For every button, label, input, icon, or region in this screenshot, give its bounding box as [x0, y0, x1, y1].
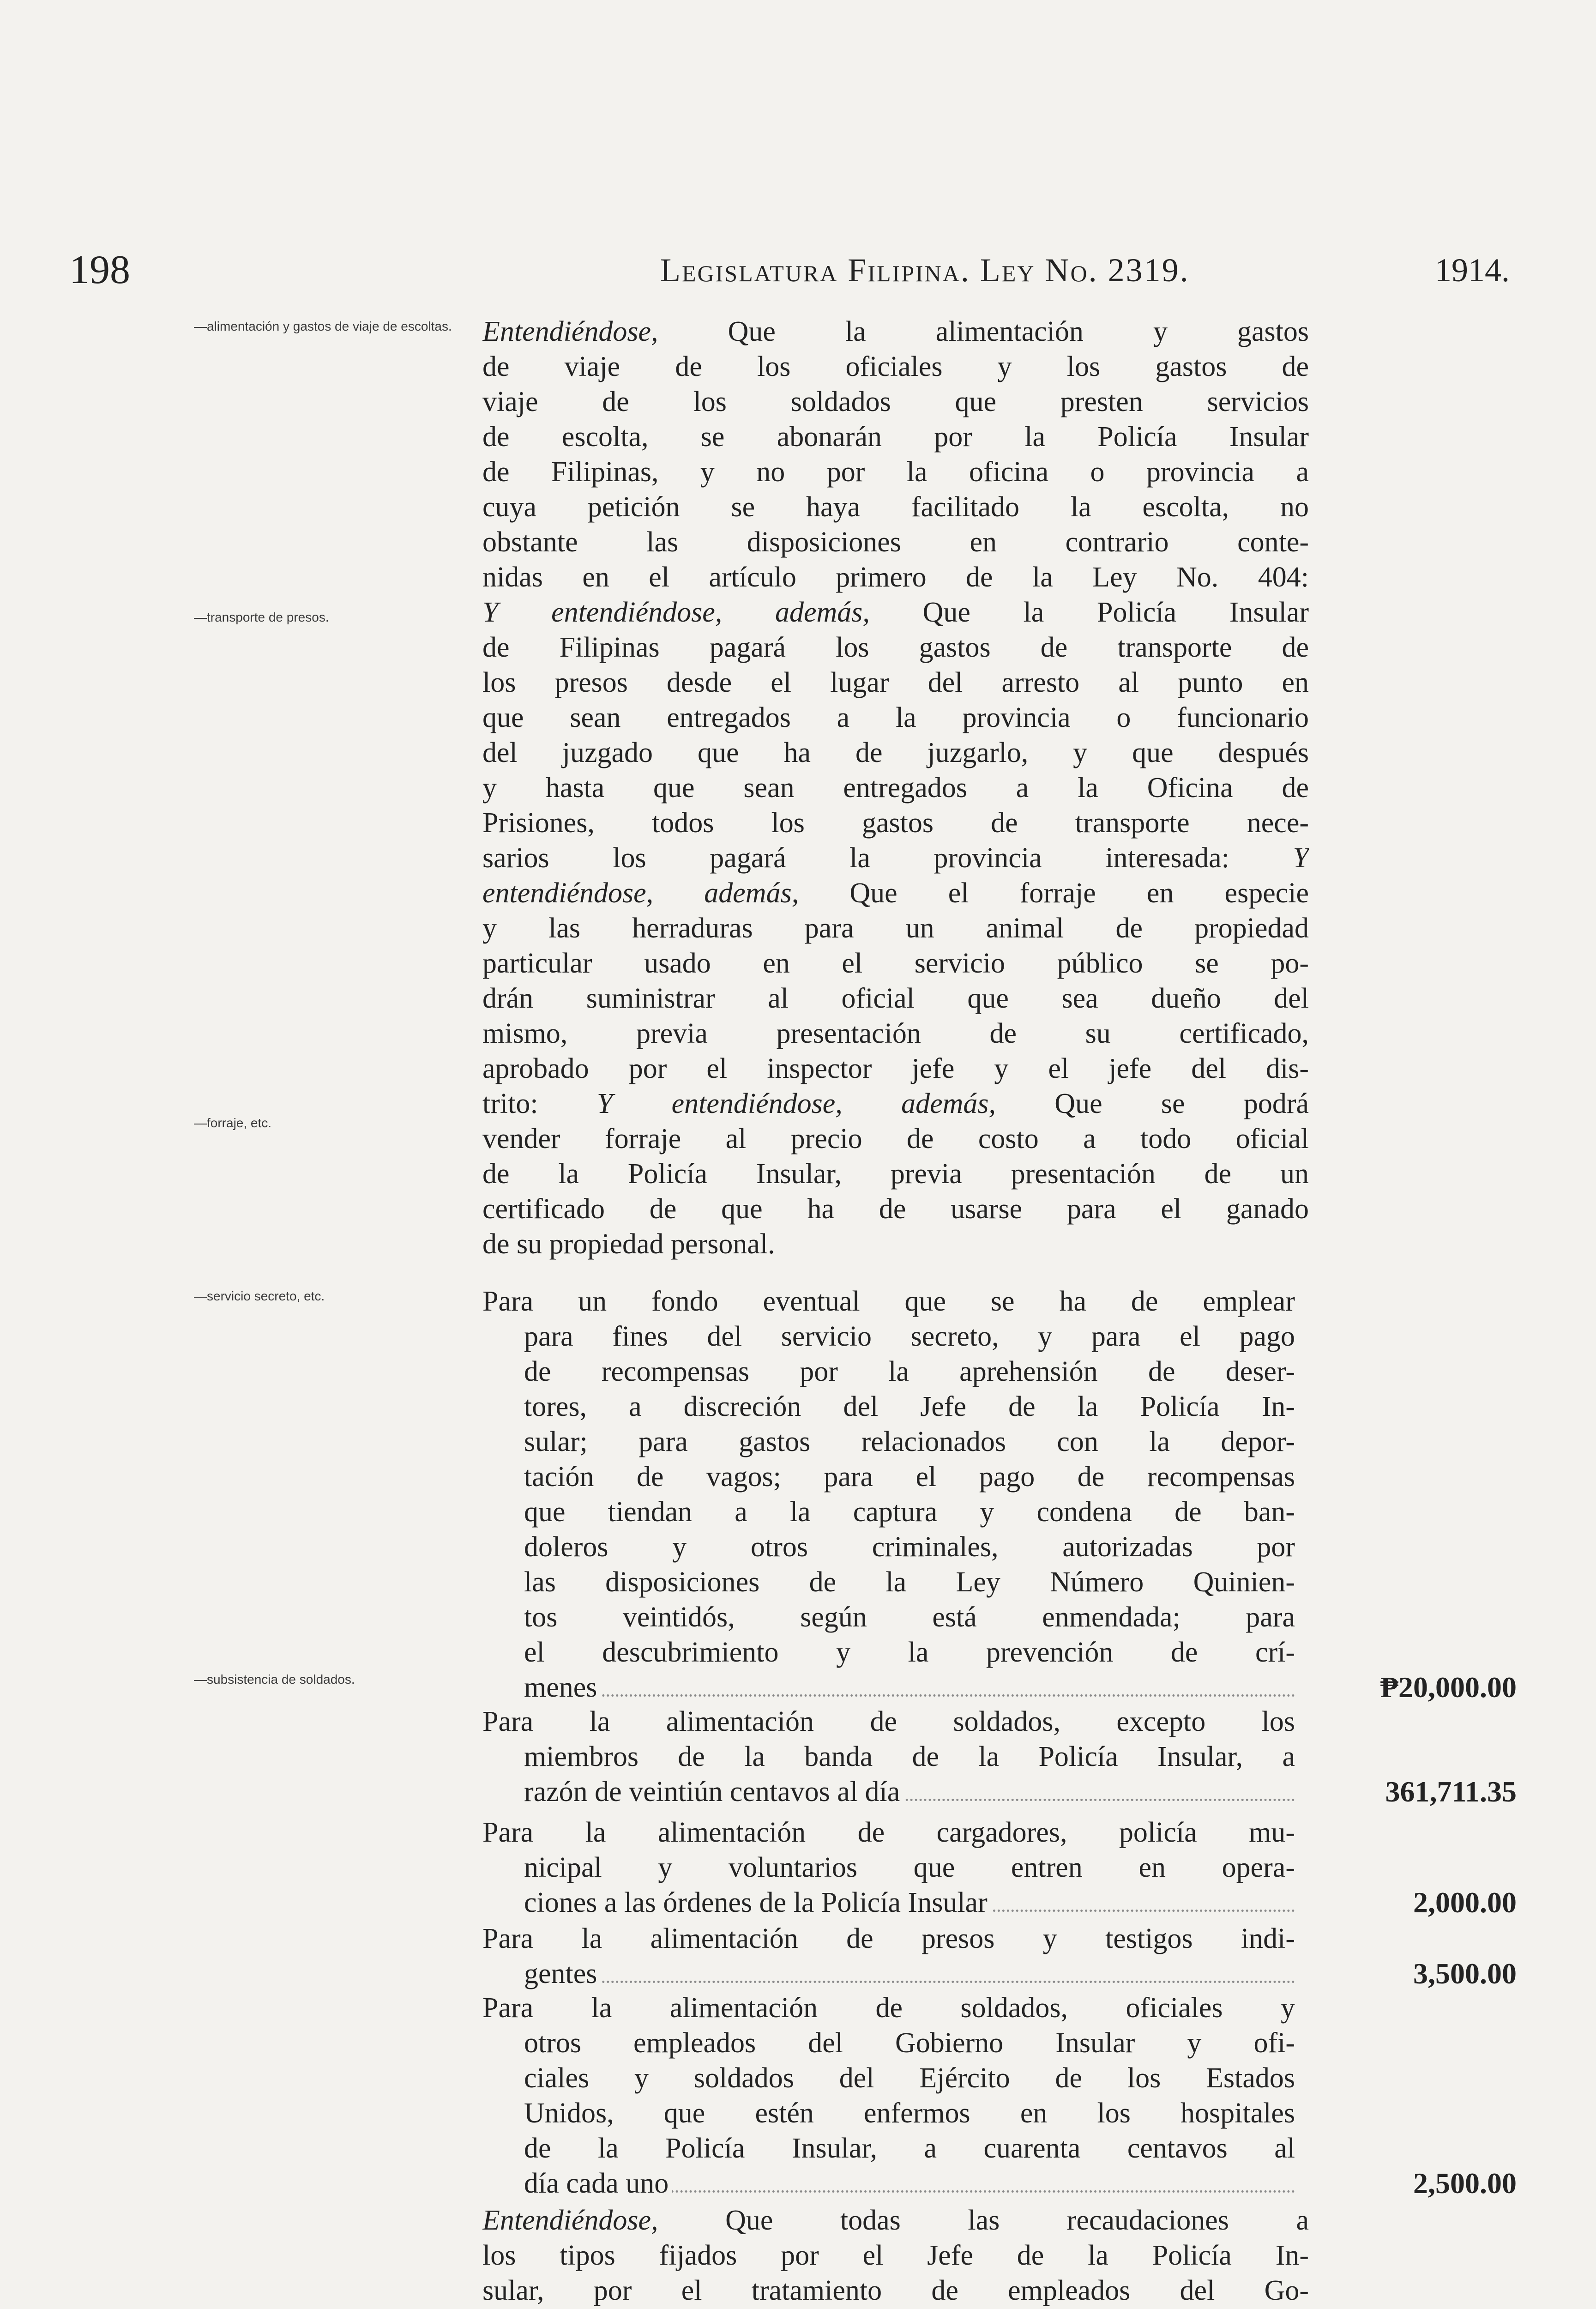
appropriation-item — [482, 1815, 1517, 1920]
item-total-row — [482, 1885, 1517, 1920]
item-last-line: ciones a las órdenes de la Policía Insular — [524, 1887, 991, 1918]
text-line: de viaje de los oficiales y los gastos de — [482, 351, 1309, 382]
item-amount: 2,500.00 — [1413, 2167, 1517, 2200]
text-line: particular usado en el servicio público se po- — [482, 948, 1309, 979]
text-line: Entendiéndose, Que todas las recaudaciones a — [482, 2205, 1309, 2236]
text-line: certificado de que ha de usarse para el ganado — [482, 1193, 1309, 1225]
item-text-line: Para la alimentación de cargadores, policía mu- — [482, 1817, 1295, 1848]
paragraph-provisos — [482, 314, 1309, 1262]
text-line: de la Policía Insular, previa presentación de un — [482, 1158, 1309, 1190]
running-title: Legislatura Filipina. Ley No. 2319. — [660, 252, 1190, 289]
item-text-line: Para la alimentación de presos y testigos indi- — [482, 1923, 1295, 1954]
item-text-line: Unidos, que estén enfermos en los hospitales — [524, 2097, 1295, 2129]
text-line: Prisiones, todos los gastos de transporte nece- — [482, 807, 1309, 839]
item-amount: ₱20,000.00 — [1380, 1671, 1517, 1704]
item-text-line: de la Policía Insular, a cuarenta centavos al — [524, 2133, 1295, 2164]
dot-leader — [524, 1981, 1295, 1983]
margin-note-forraje: —forraje, etc. — [194, 1116, 272, 1130]
item-total-row — [482, 2166, 1517, 2201]
item-total-row — [482, 1956, 1517, 1991]
item-total-row — [482, 1670, 1517, 1705]
item-text-line: el descubrimiento y la prevención de crí- — [524, 1637, 1295, 1668]
header-year: 1914. — [1435, 252, 1510, 289]
appropriation-item — [482, 1284, 1517, 1705]
item-text-line: doleros y otros criminales, autorizadas por — [524, 1531, 1295, 1563]
text-line: y las herraduras para un animal de propiedad — [482, 913, 1309, 944]
dot-leader — [524, 1694, 1295, 1697]
item-last-line: gentes — [524, 1958, 601, 1989]
text-line: entendiéndose, además, Que el forraje en especie — [482, 877, 1309, 909]
text-line: obstante las disposiciones en contrario conte- — [482, 526, 1309, 558]
margin-note-transporte: —transporte de presos. — [194, 610, 329, 624]
text-line: viaje de los soldados que presten servicios — [482, 386, 1309, 417]
appropriation-item — [482, 1704, 1517, 1809]
text-line: Entendiéndose, Que la alimentación y gastos — [482, 316, 1309, 347]
appropriation-item — [482, 1990, 1517, 2201]
item-amount: 2,000.00 — [1413, 1886, 1517, 1919]
item-text-line: Para la alimentación de soldados, excepto los — [482, 1706, 1295, 1737]
text-line: los presos desde el lugar del arresto al punto en — [482, 667, 1309, 698]
text-line: de Filipinas pagará los gastos de transporte de — [482, 632, 1309, 663]
item-text-line: Para un fondo eventual que se ha de emplear — [482, 1286, 1295, 1317]
item-total-row — [482, 1774, 1517, 1809]
text-line: drán suministrar al oficial que sea dueño del — [482, 983, 1309, 1014]
text-line: nidas en el artículo primero de la Ley No. 404: — [482, 562, 1309, 593]
item-text-line: tos veintidós, según está enmendada; para — [524, 1602, 1295, 1633]
margin-note-subsistencia: —subsistencia de soldados. — [194, 1672, 355, 1686]
text-line: del juzgado que ha de juzgarlo, y que después — [482, 737, 1309, 768]
text-line: los tipos fijados por el Jefe de la Policía In- — [482, 2240, 1309, 2271]
margin-note-servicio-secreto: —servicio secreto, etc. — [194, 1289, 325, 1303]
margin-note-escoltas: —alimentación y gastos de viaje de escoltas. — [194, 319, 452, 333]
item-text-line: nicipal y voluntarios que entren en opera- — [524, 1852, 1295, 1883]
item-text-line: miembros de la banda de la Policía Insular, a — [524, 1741, 1295, 1772]
text-line: de su propiedad personal. — [482, 1228, 775, 1260]
item-last-line: menes — [524, 1672, 601, 1703]
text-line: mismo, previa presentación de su certificado, — [482, 1018, 1309, 1049]
item-text-line: que tiendan a la captura y condena de ban- — [524, 1496, 1295, 1528]
item-text-line: las disposiciones de la Ley Número Quinien- — [524, 1566, 1295, 1598]
text-line: de escolta, se abonarán por la Policía Insular — [482, 421, 1309, 453]
text-line: aprobado por el inspector jefe y el jefe del dis- — [482, 1053, 1309, 1084]
item-text-line: para fines del servicio secreto, y para el pago — [524, 1321, 1295, 1352]
item-text-line: tores, a discreción del Jefe de la Policía In- — [524, 1391, 1295, 1422]
text-line: sarios los pagará la provincia interesada: Y — [482, 842, 1309, 874]
page-header — [69, 245, 1510, 296]
text-line: trito: Y entendiéndose, además, Que se podrá — [482, 1088, 1309, 1119]
text-line: vender forraje al precio de costo a todo oficial — [482, 1123, 1309, 1154]
item-amount: 3,500.00 — [1413, 1957, 1517, 1990]
item-amount: 361,711.35 — [1385, 1775, 1517, 1808]
text-line: Y entendiéndose, además, Que la Policía Insular — [482, 597, 1309, 628]
item-text-line: Para la alimentación de soldados, oficiales y — [482, 1992, 1295, 2024]
text-line: que sean entregados a la provincia o funcionario — [482, 702, 1309, 733]
item-text-line: ciales y soldados del Ejército de los Estados — [524, 2062, 1295, 2094]
item-text-line: sular; para gastos relacionados con la depor- — [524, 1426, 1295, 1457]
text-line: sular, por el tratamiento de empleados del Go- — [482, 2275, 1309, 2306]
paragraph-recaudaciones — [482, 2203, 1309, 2309]
item-last-line: razón de veintiún centavos al día — [524, 1776, 903, 1807]
item-text-line: otros empleados del Gobierno Insular y ofi- — [524, 2027, 1295, 2059]
appropriation-item — [482, 1921, 1517, 1991]
item-text-line: tación de vagos; para el pago de recompensas — [524, 1461, 1295, 1493]
text-line: cuya petición se haya facilitado la escolta, no — [482, 491, 1309, 523]
item-text-line: de recompensas por la aprehensión de deser- — [524, 1356, 1295, 1387]
text-line: y hasta que sean entregados a la Oficina de — [482, 772, 1309, 804]
page-number: 198 — [69, 248, 130, 292]
text-line: de Filipinas, y no por la oficina o provincia a — [482, 456, 1309, 488]
item-last-line: día cada uno — [524, 2168, 672, 2199]
